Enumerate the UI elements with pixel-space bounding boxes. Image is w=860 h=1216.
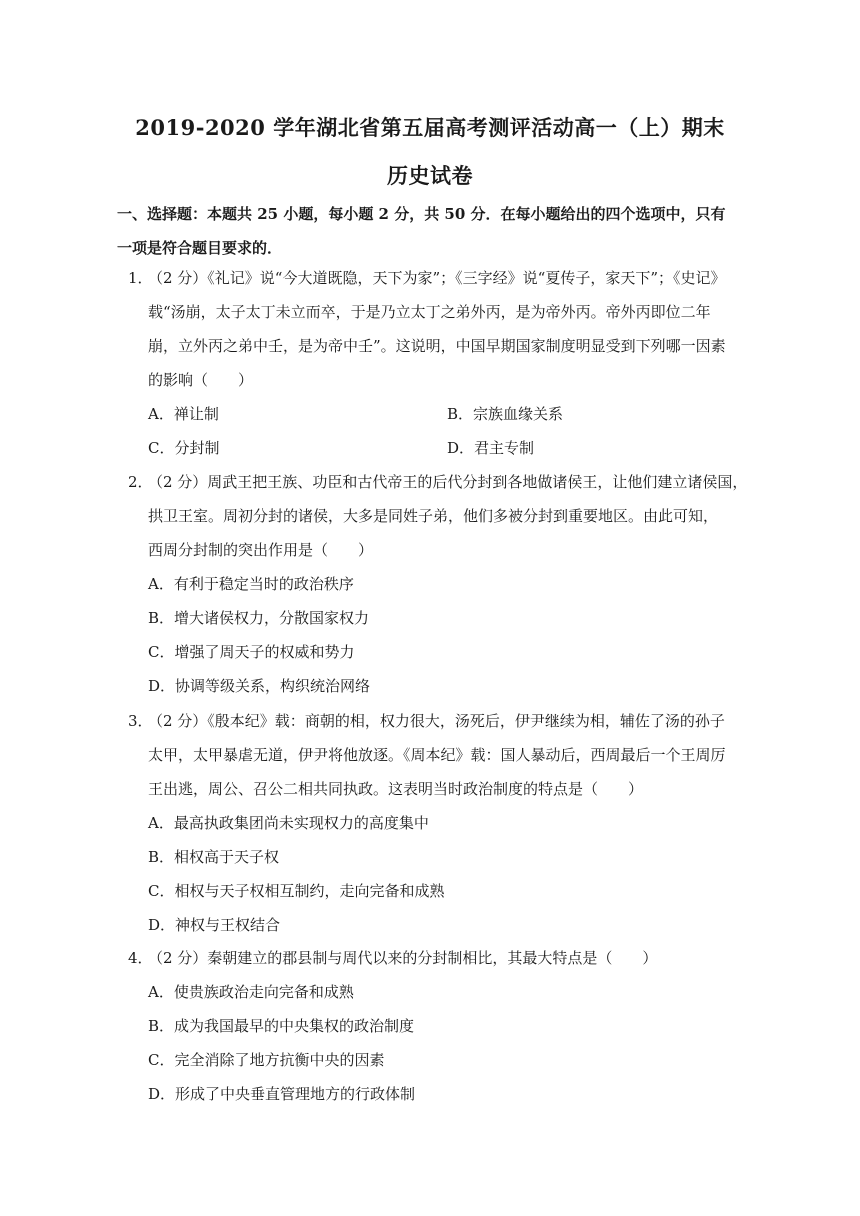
- question-text: 载“汤崩，太子太丁未立而卒，于是乃立太丁之弟外丙，是为帝外丙。帝外丙即位二年: [148, 303, 711, 321]
- option-a: A．使贵族政治走向完备和成熟: [148, 983, 354, 1001]
- question-text: 崩，立外丙之弟中壬，是为帝中壬”。这说明，中国早期国家制度明显受到下列哪一因素: [148, 337, 726, 355]
- option-b: B．相权高于天子权: [148, 848, 280, 866]
- option-b: B．宗族血缘关系: [447, 405, 564, 423]
- question-number: 4．: [128, 949, 153, 967]
- question-number: 1．: [128, 269, 153, 287]
- question-text: 太甲，太甲暴虐无道，伊尹将他放逐。《周本纪》载：国人暴动后，西周最后一个王周厉: [148, 746, 726, 764]
- question-text: （2 分）《礼记》说“今大道既隐，天下为家”；《三字经》说“夏传子，家天下”；《史记》: [148, 269, 726, 287]
- option-d: D．神权与王权结合: [148, 916, 281, 934]
- option-c: C．完全消除了地方抗衡中央的因素: [148, 1051, 385, 1069]
- section-instructions: [117, 197, 747, 265]
- exam-title: 2019-2020 学年湖北省第五届高考测评活动高一（上）期末: [135, 115, 725, 140]
- question-number: 2．: [128, 473, 153, 491]
- section-line: 一、选择题：本题共 25 小题，每小题 2 分，共 50 分．在每小题给出的四个选项中，只有: [117, 205, 726, 223]
- section-line: 一项是符合题目要求的．: [117, 239, 283, 257]
- exam-subtitle: 历史试卷: [387, 163, 473, 188]
- option-a: A．有利于稳定当时的政治秩序: [148, 575, 354, 593]
- question-text: 的影响（ ）: [148, 371, 254, 389]
- option-d: D．君主专制: [447, 439, 535, 457]
- option-b: B．成为我国最早的中央集权的政治制度: [148, 1017, 415, 1035]
- question-text: 王出逃，周公、召公二相共同执政。这表明当时政治制度的特点是（ ）: [148, 780, 644, 798]
- question-text: （2 分）周武王把王族、功臣和古代帝王的后代分封到各地做诸侯王，让他们建立诸侯国，: [148, 473, 748, 491]
- option-d: D．形成了中央垂直管理地方的行政体制: [148, 1085, 416, 1103]
- question-text: 西周分封制的突出作用是（ ）: [148, 541, 374, 559]
- question-text: （2 分）《殷本纪》载：商朝的相，权力很大，汤死后，伊尹继续为相，辅佐了汤的孙子: [148, 712, 725, 730]
- option-a: A．禅让制: [148, 405, 219, 423]
- option-a: A．最高执政集团尚未实现权力的高度集中: [148, 814, 429, 832]
- option-c: C．分封制: [148, 439, 220, 457]
- question-number: 3．: [128, 712, 153, 730]
- question-text: 拱卫王室。周初分封的诸侯，大多是同姓子弟，他们多被分封到重要地区。由此可知，: [148, 507, 719, 525]
- option-c: C．增强了周天子的权威和势力: [148, 643, 355, 661]
- option-d: D．协调等级关系，构织统治网络: [148, 677, 371, 695]
- option-b: B．增大诸侯权力，分散国家权力: [148, 609, 370, 627]
- question-text: （2 分）秦朝建立的郡县制与周代以来的分封制相比，其最大特点是（ ）: [148, 949, 658, 967]
- option-c: C．相权与天子权相互制约，走向完备和成熟: [148, 882, 445, 900]
